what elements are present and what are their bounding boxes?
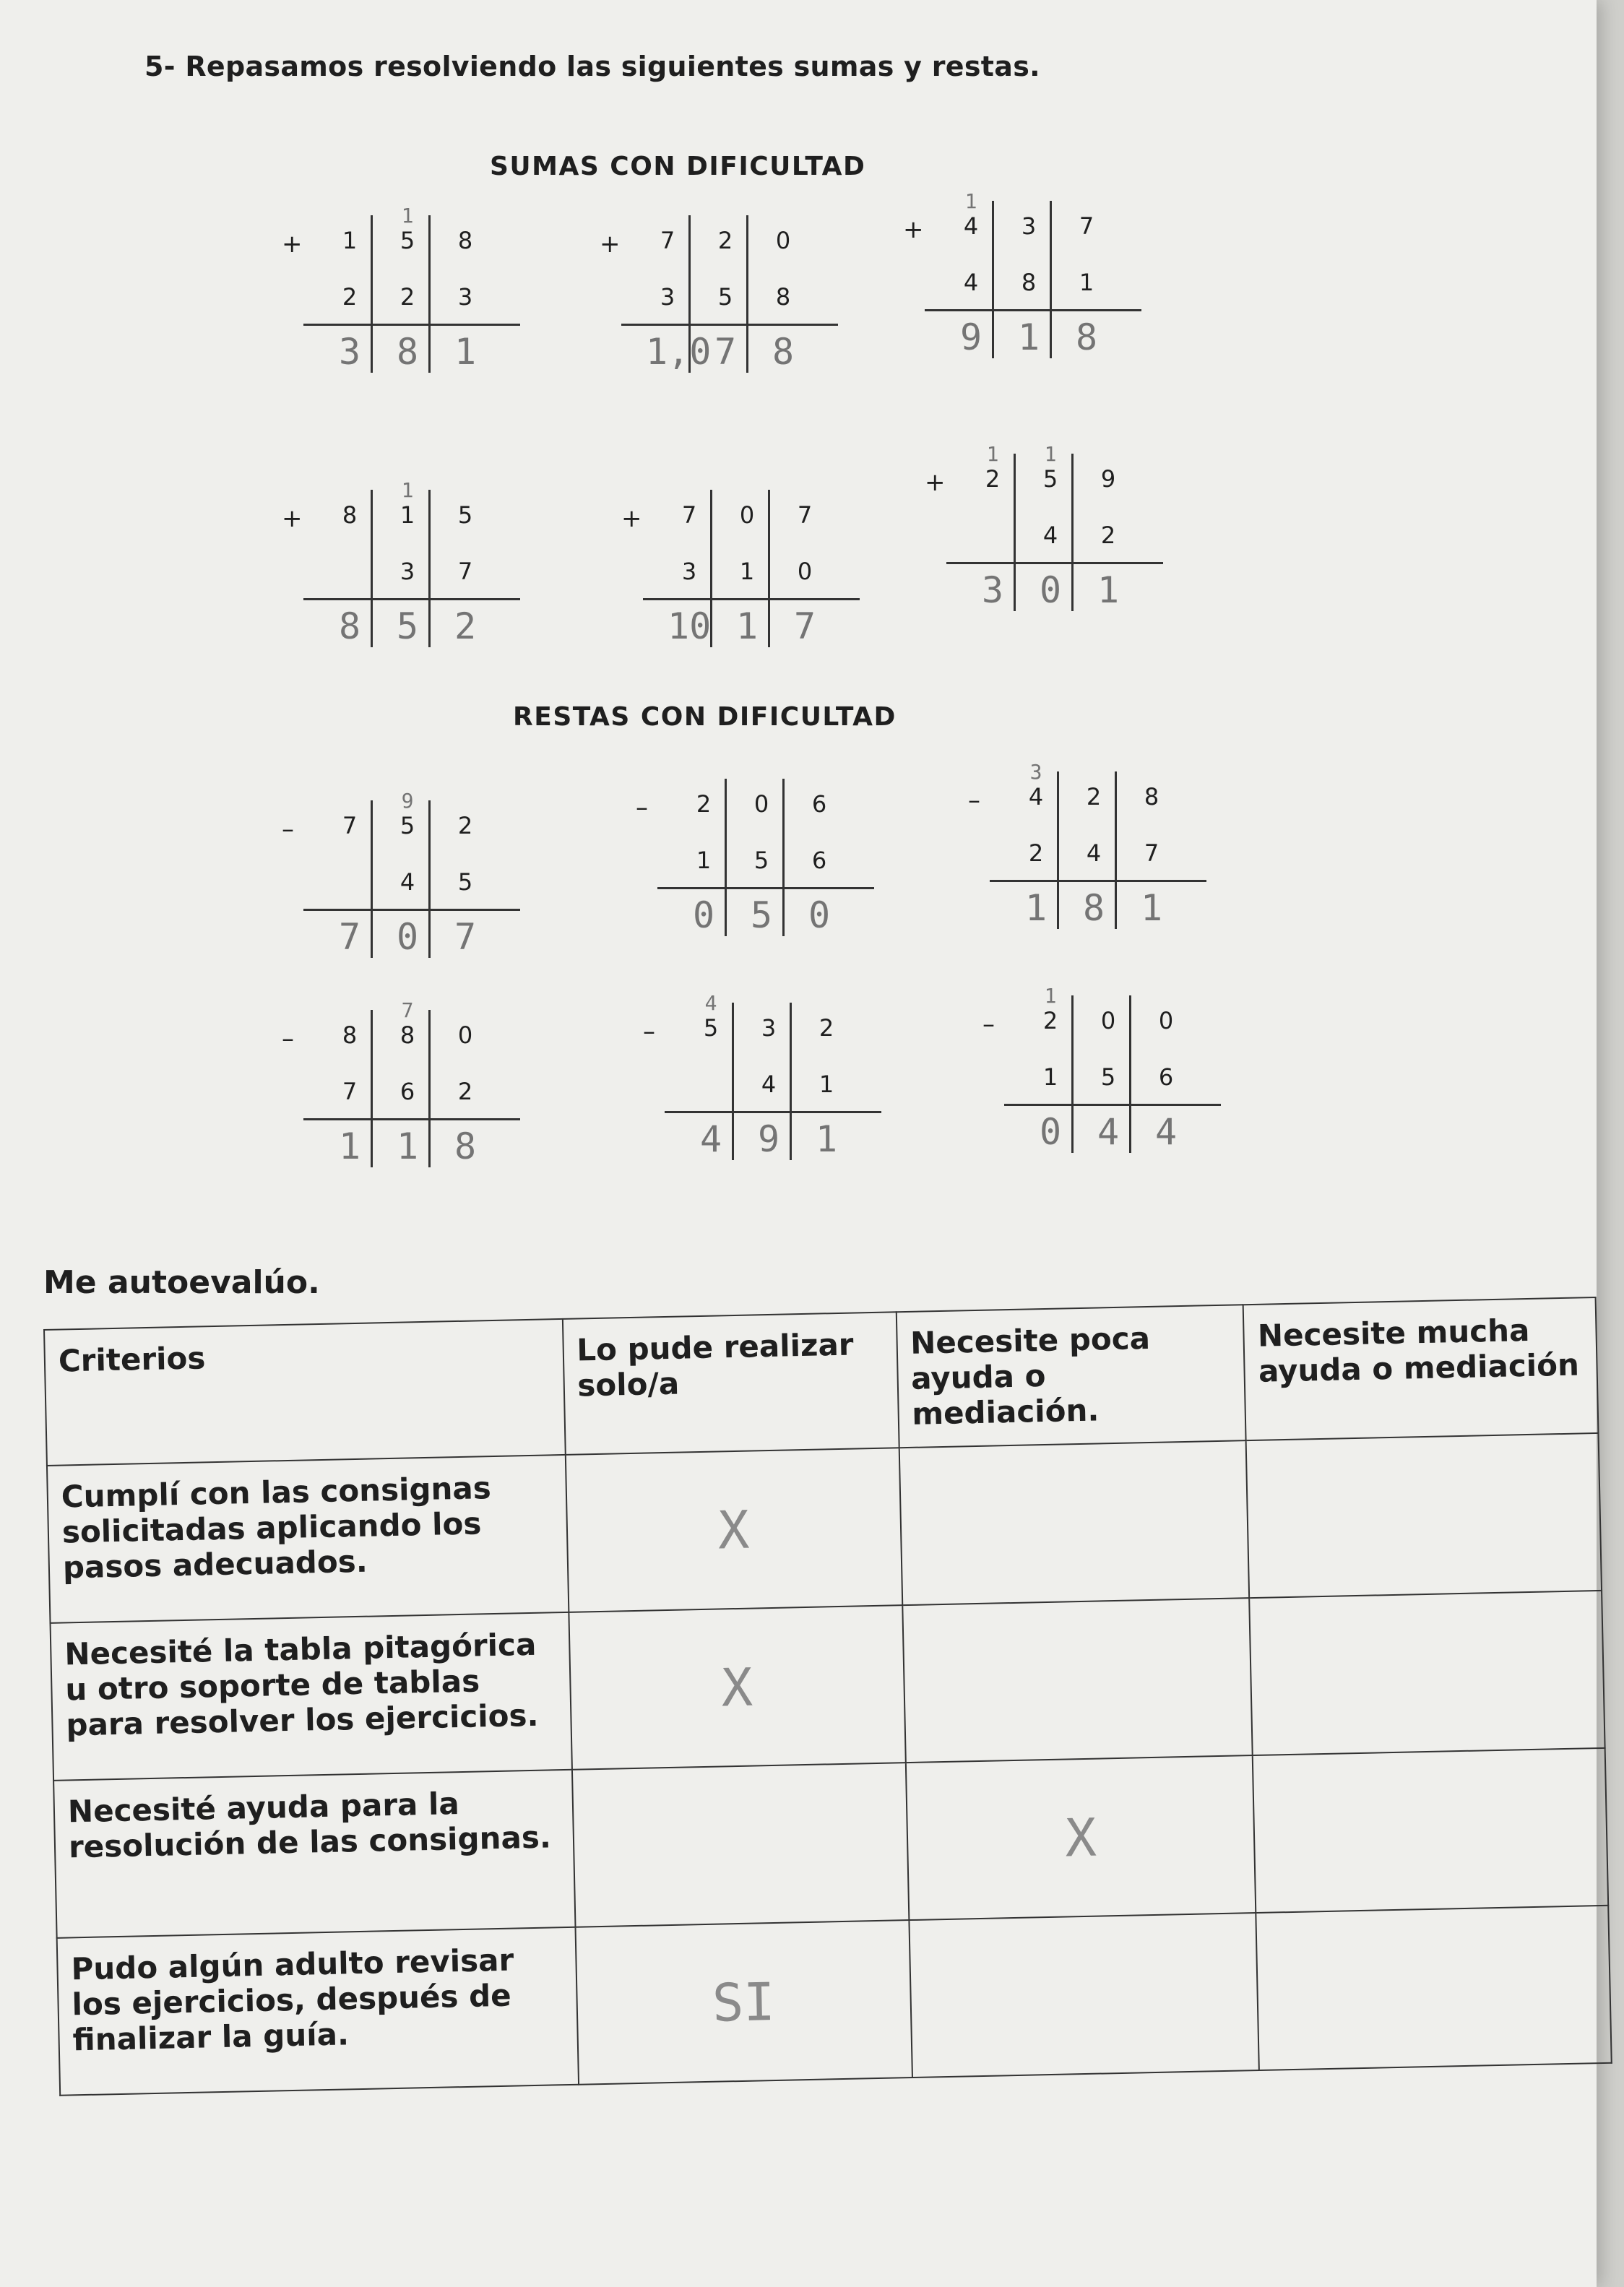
carry-digit: 1: [1044, 442, 1057, 466]
answer-digit: 8: [396, 331, 419, 373]
top-digit: 7: [797, 501, 813, 529]
mark-cell: [909, 1913, 1259, 2078]
column-divider: [768, 490, 770, 647]
result-line: [657, 887, 874, 889]
answer-digit: 8: [454, 1125, 477, 1167]
restas-section-title: RESTAS CON DIFICULTAD: [513, 702, 897, 732]
bottom-digit: 7: [457, 558, 473, 585]
sumas-section-title: SUMAS CON DIFICULTAD: [490, 152, 866, 181]
top-digit: 3: [1021, 212, 1037, 240]
answer-digit: 1: [735, 605, 759, 647]
bottom-digit: 6: [399, 1078, 415, 1105]
column-divider: [1057, 771, 1059, 929]
header-poca-ayuda: Necesite poca ayuda o mediación.: [896, 1305, 1246, 1448]
bottom-digit: 6: [1158, 1063, 1174, 1091]
top-digit: 8: [457, 227, 473, 254]
mark-cell: [1250, 1591, 1605, 1755]
suma-problem: [600, 209, 845, 376]
bottom-digit: 4: [1042, 522, 1058, 549]
top-digit: 0: [739, 501, 755, 529]
answer-digit: 1: [1140, 887, 1163, 929]
carry-digit: 7: [401, 998, 414, 1022]
mark-cell: SI: [575, 1920, 912, 2085]
operator-sign: +: [600, 230, 621, 259]
column-divider: [428, 800, 431, 958]
result-line: [1004, 1104, 1221, 1106]
criterion-cell: Cumplí con las consignas solicitadas aplicando los pasos adecuados.: [47, 1455, 569, 1623]
mark-cell: [571, 1763, 908, 1927]
operator-sign: –: [982, 1010, 995, 1039]
suma-problem: [282, 478, 527, 650]
bottom-digit: 3: [399, 558, 415, 585]
bottom-digit: 1: [819, 1071, 834, 1098]
answer-digit: 1: [454, 331, 477, 373]
result-line: [303, 909, 520, 911]
answer-digit: 1: [396, 1125, 419, 1167]
answer-digit: 4: [1097, 1111, 1120, 1153]
answer-digit: 2: [454, 605, 477, 647]
operator-sign: +: [903, 215, 924, 244]
carry-digit: 1: [401, 204, 414, 228]
column-divider: [1129, 995, 1131, 1153]
mark-cell: [902, 1598, 1253, 1763]
column-divider: [782, 779, 785, 936]
bottom-digit: 7: [342, 1078, 358, 1105]
answer-digit: 3: [981, 569, 1004, 611]
top-digit: 4: [963, 212, 979, 240]
suma-problem: [903, 189, 1149, 361]
bottom-digit: 5: [1100, 1063, 1116, 1091]
resta-problem: [968, 760, 1214, 932]
column-divider: [428, 215, 431, 373]
answer-digit: 8: [772, 331, 795, 373]
answer-digit: 8: [1075, 316, 1098, 358]
answer-digit: 0: [808, 894, 831, 936]
answer-digit: 0: [396, 916, 419, 958]
top-digit: 2: [717, 227, 733, 254]
top-digit: 5: [457, 501, 473, 529]
mark-cell: [1256, 1906, 1612, 2070]
operator-sign: –: [643, 1017, 655, 1046]
top-digit: 5: [399, 812, 415, 839]
top-digit: 0: [1158, 1007, 1174, 1034]
bottom-digit: 3: [660, 283, 675, 311]
carry-digit: 1: [964, 189, 977, 213]
column-divider: [371, 1010, 373, 1167]
column-divider: [1071, 995, 1074, 1153]
bottom-digit: 5: [753, 847, 769, 874]
mark-cell: [1246, 1433, 1602, 1598]
header-criterios: Criterios: [44, 1319, 565, 1466]
answer-digit: 0: [1039, 1111, 1062, 1153]
column-divider: [992, 201, 994, 358]
answer-digit: 1: [1024, 887, 1048, 929]
result-line: [643, 598, 860, 600]
table-row: [51, 1591, 1605, 1781]
top-digit: 0: [457, 1021, 473, 1049]
result-line: [665, 1111, 881, 1113]
resta-problem: [282, 789, 527, 961]
bottom-digit: 1: [1079, 269, 1094, 296]
result-line: [303, 324, 520, 326]
answer-digit: 0: [692, 894, 715, 936]
bottom-digit: 7: [1144, 839, 1159, 867]
operator-sign: +: [282, 230, 303, 259]
top-digit: 7: [342, 812, 358, 839]
column-divider: [725, 779, 727, 936]
bottom-digit: 4: [399, 868, 415, 896]
resta-problem: [643, 991, 889, 1163]
bottom-digit: 2: [1028, 839, 1044, 867]
answer-digit: 1: [1017, 316, 1040, 358]
instruction-text: 5- Repasamos resolviendo las siguientes sumas y restas.: [144, 51, 1040, 82]
top-digit: 3: [761, 1014, 777, 1042]
top-digit: 5: [1042, 465, 1058, 493]
operator-sign: –: [636, 793, 648, 822]
answer-digit: 8: [338, 605, 361, 647]
bottom-digit: 1: [1042, 1063, 1058, 1091]
carry-digit: 3: [1029, 760, 1042, 784]
suma-problem: [621, 484, 867, 650]
mark-cell: [899, 1440, 1249, 1605]
carry-digit: 1: [1044, 984, 1057, 1008]
carry-digit: 4: [704, 991, 717, 1015]
column-divider: [428, 1010, 431, 1167]
table-row: [57, 1906, 1612, 2096]
resta-problem: [982, 984, 1228, 1156]
answer-digit: 7: [793, 605, 816, 647]
top-digit: 7: [660, 227, 675, 254]
answer-digit: 7: [454, 916, 477, 958]
table-row: [47, 1433, 1602, 1623]
result-line: [303, 598, 520, 600]
bottom-digit: 5: [457, 868, 473, 896]
carry-digit: 1: [986, 442, 999, 466]
top-digit: 8: [1144, 783, 1159, 810]
bottom-digit: 3: [457, 283, 473, 311]
top-digit: 2: [1042, 1007, 1058, 1034]
result-line: [621, 324, 838, 326]
result-line: [990, 880, 1206, 882]
result-line: [946, 562, 1163, 564]
column-divider: [1071, 454, 1074, 611]
answer-digit: 9: [959, 316, 982, 358]
operator-sign: +: [621, 504, 642, 533]
bottom-digit: 4: [1086, 839, 1102, 867]
criterion-cell: Necesité la tabla pitagórica u otro soporte de tablas para resolver los ejercicios.: [51, 1612, 572, 1781]
top-digit: 1: [399, 501, 415, 529]
criterion-cell: Pudo algún adulto revisar los ejercicios, después de finalizar la guía.: [57, 1927, 579, 2096]
mark-cell: X: [565, 1448, 902, 1612]
bottom-digit: 2: [1100, 522, 1116, 549]
top-digit: 0: [1100, 1007, 1116, 1034]
bottom-digit: 4: [963, 269, 979, 296]
carry-digit: 9: [401, 789, 414, 813]
answer-digit: 1: [1097, 569, 1120, 611]
column-divider: [688, 215, 691, 373]
column-divider: [428, 490, 431, 647]
top-digit: 2: [985, 465, 1001, 493]
suma-problem: [282, 204, 527, 376]
criterion-cell: Necesité ayuda para la resolución de las consignas.: [53, 1770, 575, 1938]
mark-cell: X: [905, 1755, 1256, 1920]
operator-sign: –: [968, 786, 980, 815]
bottom-digit: 8: [1021, 269, 1037, 296]
answer-digit: 3: [338, 331, 361, 373]
column-divider: [746, 215, 748, 373]
column-divider: [1115, 771, 1117, 929]
answer-digit: 4: [699, 1118, 722, 1160]
table-row: [53, 1748, 1608, 1938]
column-divider: [371, 490, 373, 647]
carry-digit: 1: [401, 478, 414, 502]
top-digit: 0: [775, 227, 791, 254]
result-line: [303, 1118, 520, 1120]
top-digit: 8: [342, 1021, 358, 1049]
answer-digit: 4: [1154, 1111, 1178, 1153]
top-digit: 5: [399, 227, 415, 254]
top-digit: 2: [696, 790, 712, 818]
bottom-digit: 2: [399, 283, 415, 311]
resta-problem: [636, 773, 881, 939]
header-solo: Lo pude realizar solo/a: [562, 1312, 899, 1455]
column-divider: [371, 215, 373, 373]
bottom-digit: 6: [811, 847, 827, 874]
answer-digit: 10: [668, 605, 712, 647]
bottom-digit: 2: [457, 1078, 473, 1105]
bottom-digit: 1: [696, 847, 712, 874]
bottom-digit: 5: [717, 283, 733, 311]
answer-digit: 5: [396, 605, 419, 647]
top-digit: 1: [342, 227, 358, 254]
answer-digit: 7: [714, 331, 737, 373]
column-divider: [371, 800, 373, 958]
bottom-digit: 2: [342, 283, 358, 311]
answer-digit: 9: [757, 1118, 780, 1160]
bottom-digit: 1: [739, 558, 755, 585]
bottom-digit: 0: [797, 558, 813, 585]
top-digit: 7: [681, 501, 697, 529]
top-digit: 6: [811, 790, 827, 818]
bottom-digit: 3: [681, 558, 697, 585]
column-divider: [1014, 454, 1016, 611]
top-digit: 8: [399, 1021, 415, 1049]
top-digit: 9: [1100, 465, 1116, 493]
answer-digit: 0: [1039, 569, 1062, 611]
self-assessment-table: [43, 1297, 1612, 2096]
top-digit: 8: [342, 501, 358, 529]
header-mucha-ayuda: Necesite mucha ayuda o mediación: [1243, 1297, 1598, 1440]
result-line: [925, 309, 1141, 311]
mark-cell: [1253, 1748, 1608, 1913]
top-digit: 5: [703, 1014, 719, 1042]
column-divider: [1050, 201, 1052, 358]
answer-digit: 7: [338, 916, 361, 958]
top-digit: 2: [1086, 783, 1102, 810]
column-divider: [732, 1003, 734, 1160]
operator-sign: +: [282, 504, 303, 533]
answer-digit: 1: [338, 1125, 361, 1167]
operator-sign: –: [282, 815, 294, 844]
bottom-digit: 8: [775, 283, 791, 311]
operator-sign: –: [282, 1024, 294, 1053]
suma-problem: [925, 442, 1170, 614]
bottom-digit: 4: [761, 1071, 777, 1098]
top-digit: 2: [457, 812, 473, 839]
mark-cell: X: [569, 1605, 905, 1770]
column-divider: [790, 1003, 792, 1160]
top-digit: 0: [753, 790, 769, 818]
top-digit: 7: [1079, 212, 1094, 240]
autoeval-title: Me autoevalúo.: [43, 1264, 320, 1301]
top-digit: 4: [1028, 783, 1044, 810]
column-divider: [710, 490, 712, 647]
answer-digit: 8: [1082, 887, 1105, 929]
operator-sign: +: [925, 468, 946, 497]
top-digit: 2: [819, 1014, 834, 1042]
answer-digit: 1,0: [646, 331, 712, 373]
answer-digit: 1: [815, 1118, 838, 1160]
answer-digit: 5: [750, 894, 773, 936]
resta-problem: [282, 998, 527, 1170]
